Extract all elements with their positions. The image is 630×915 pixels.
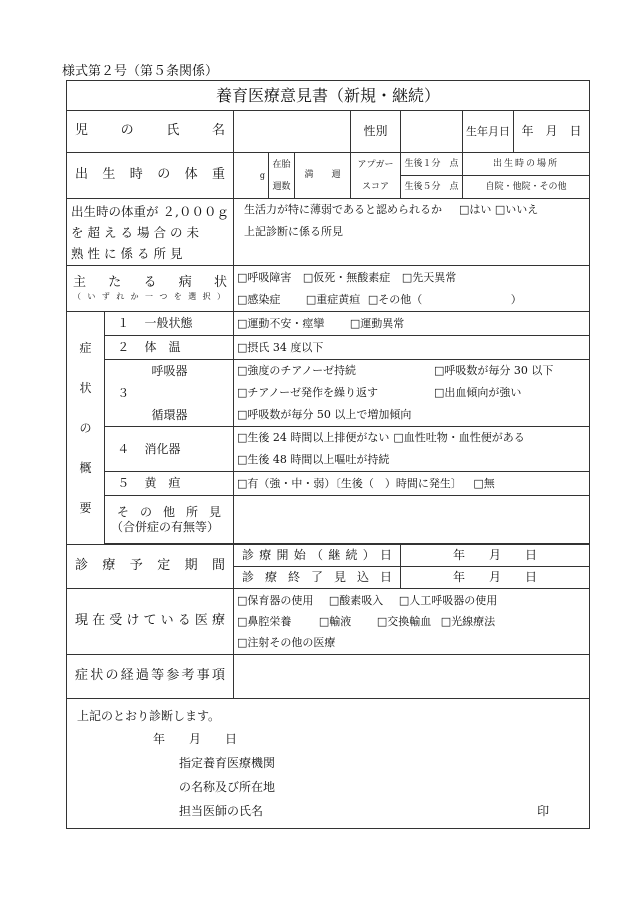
jaundice-label: 黄 疸 (142, 472, 234, 496)
treatment-period-label: 診療予定期間 (67, 545, 234, 589)
temp-label: 体 温 (142, 336, 234, 360)
main-symptom-label: 主たる病状 （いずれか一つを選択） (67, 266, 234, 312)
temp-options[interactable]: □摂氏 34 度以下 (234, 336, 590, 360)
other-findings-field[interactable] (234, 496, 590, 544)
digest-label: 消化器 (142, 427, 234, 472)
end-date-label: 診療終了見込日 (234, 567, 401, 589)
main-symptom-options[interactable]: □呼吸障害 □仮死・無酸素症 □先天異常 □感染症 □重症黄疸 □その他（ ） (234, 266, 590, 312)
jaundice-options[interactable]: □有（強・中・弱）〔生後（ ）時間に発生〕 □無 (234, 472, 590, 496)
form-title: 養育医療意見書（新規・継続） (67, 81, 590, 111)
institution-label-2: の名称及び所在地 (179, 780, 276, 794)
gestation-label: 在胎 週数 (269, 153, 295, 199)
immaturity-findings[interactable]: 生活力が特に薄弱であると認められるか □はい □いいえ 上記診断に係る所見 (234, 199, 590, 266)
general-num: １ (105, 312, 142, 336)
certification-block (67, 699, 590, 829)
digest-num: ４ (105, 427, 142, 472)
start-date-field[interactable]: 年 月 日 (401, 545, 590, 567)
jaundice-num: ５ (105, 472, 142, 496)
doctor-name-label: 担当医師の氏名 (179, 804, 264, 818)
sex-field[interactable] (401, 111, 463, 153)
birth-weight-field[interactable]: g (234, 153, 269, 199)
opinion-form-table (66, 80, 590, 829)
resp-num: ３ (105, 360, 142, 427)
apgar-label: アプガー スコア (351, 153, 401, 199)
resp-options[interactable]: □強度のチアノーゼ持続 □呼吸数が毎分 30 以下 □チアノーゼ発作を繰り返す □出血傾向が強い □呼吸数が毎分 50 以上で増加傾向 (234, 360, 590, 427)
gestation-field[interactable]: 満 週 (295, 153, 351, 199)
birthdate-label: 生年月日 (463, 111, 514, 153)
certification-statement: 上記のとおり診断します。 (77, 709, 221, 723)
child-name-label: 児の氏名 (67, 111, 234, 153)
institution-label-1: 指定養育医療機関 (179, 756, 276, 770)
no-checkbox[interactable]: □いいえ (494, 203, 539, 216)
symptom-overview-label: 症 状 の 概 要 (67, 312, 105, 545)
resp-label: 呼吸器 循環器 (142, 360, 234, 427)
other-findings-label: その他所見 （合併症の有無等） (105, 496, 234, 544)
immaturity-label: 出生時の体重が ２,０００ｇ を超える場合の未 熟性に係る所見 (67, 199, 234, 266)
current-care-options[interactable]: □保育器の使用 □酸素吸入 □人工呼吸器の使用 □鼻腔栄養 □輸液 □交換輸血 □光線療法 □注射その他の医療 (234, 589, 590, 655)
child-name-field[interactable] (234, 111, 351, 153)
start-date-label: 診療開始（継続）日 (234, 545, 401, 567)
apgar-fields[interactable]: 生後１分 点 生後５分 点 (401, 153, 463, 199)
birthplace[interactable]: 出生時の場所 自院・他院・その他 (463, 153, 590, 199)
birth-weight-label: 出生時の体重 (67, 153, 234, 199)
progress-notes-field[interactable] (234, 655, 590, 699)
digest-options[interactable]: □生後 24 時間以上排便がない □血性吐物・血性便がある □生後 48 時間以上嘔吐が持続 (234, 427, 590, 472)
yes-checkbox[interactable]: □はい (459, 203, 492, 216)
seal-mark: 印 (537, 804, 550, 818)
certification-date[interactable]: 年 月 日 (153, 732, 238, 746)
temp-num: ２ (105, 336, 142, 360)
general-label: 一般状態 (142, 312, 234, 336)
birthdate-field[interactable]: 年 月 日 (514, 111, 590, 153)
general-options[interactable]: □運動不安・痙攣 □運動異常 (234, 312, 590, 336)
form-number: 様式第２号（第５条関係） (62, 64, 219, 79)
end-date-field[interactable]: 年 月 日 (401, 567, 590, 589)
current-care-label: 現在受けている医療 (67, 589, 234, 655)
progress-notes-label: 症状の経過等参考事項 (67, 655, 234, 699)
sex-label: 性別 (351, 111, 401, 153)
doctor-name-line[interactable] (67, 799, 589, 823)
